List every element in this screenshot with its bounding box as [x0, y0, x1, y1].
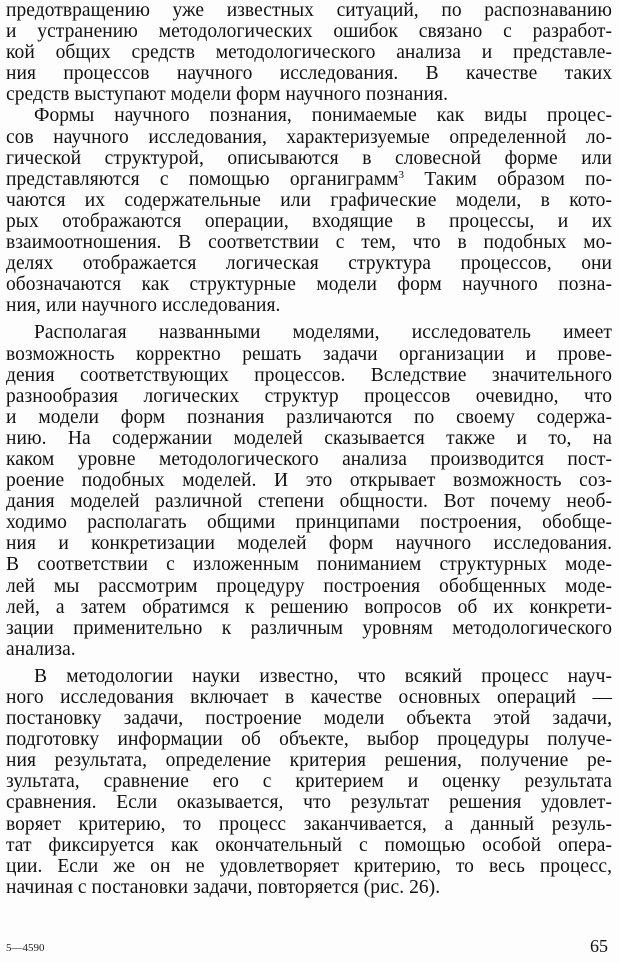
paragraph [6, 322, 612, 660]
text-line: В методологии науки известно, что всякий процесс науч- [34, 665, 612, 687]
text-line: делях отображается логическая структура процессов, они [6, 253, 612, 275]
paragraph [6, 0, 612, 105]
text-line: сравнения. Если оказывается, что результат решения удовлет- [6, 792, 612, 814]
text-line: Формы научного познания, понимаемые как виды процес- [34, 105, 612, 127]
paragraph [6, 105, 612, 316]
text-line: гической структурой, описываются в словесной форме или [6, 147, 612, 169]
text-line: чаются их содержательные или графические модели, в кото- [6, 189, 612, 211]
text-line: ного исследования включает в качестве основных операций — [6, 687, 612, 708]
text-line: предотвращению уже известных ситуаций, по распознаванию [6, 0, 612, 21]
text-line: тат фиксируется как окончательный с помощью особой опера- [6, 834, 612, 856]
text-segment: Таким образом по- [404, 168, 612, 190]
text-line: возможность корректно решать задачи организации и прове- [6, 343, 612, 365]
text-line: дания моделей различной степени общности. Вот почему необ- [6, 491, 612, 513]
text-line: начиная с постановки задачи, повторяется (рис. 26). [6, 876, 441, 898]
text-line: постановку задачи, построение модели объекта этой задачи, [6, 708, 612, 730]
printer-signature: 5—4590 [6, 942, 45, 954]
text-line: подготовку информации об объекте, выбор процедуры получе- [6, 729, 612, 751]
body-text [6, 0, 612, 898]
text-line: лей мы рассмотрим процедуру построения обобщенных моде- [6, 575, 612, 597]
text-line: зации применительно к различным уровням методологического [6, 617, 612, 639]
text-line: ния, или научного исследования. [6, 295, 281, 317]
page-number: 65 [590, 936, 608, 956]
text-line: и модели форм познания различаются по своему содержа- [6, 406, 612, 428]
text-line: разнообразия логических структур процессов очевидно, что [6, 385, 612, 407]
text-segment: представляются с помощью органиграмм [6, 168, 399, 190]
text-line: дения соответствующих процессов. Вследствие значительного [6, 364, 612, 386]
text-line: рых отображаются операции, входящие в процессы, и их [6, 210, 612, 232]
text-line: нию. На содержании моделей сказывается также и то, на [6, 427, 612, 449]
text-line: обозначаются как структурные модели форм научного позна- [6, 274, 612, 296]
footnote-marker: 3 [398, 168, 405, 181]
text-line: ния процессов научного исследования. В качестве таких [6, 63, 612, 85]
text-line-with-footnote [6, 169, 612, 190]
text-line: лей, а затем обратимся к решению вопросов об их конкрети- [6, 596, 612, 618]
text-line: кой общих средств методологического анализа и представле- [6, 42, 612, 64]
text-line: каком уровне методологического анализа производится пост- [6, 448, 612, 470]
text-line: Располагая названными моделями, исследователь имеет [34, 322, 612, 344]
text-line: и устранению методологических ошибок связано с разработ- [6, 21, 612, 43]
text-line: взаимоотношения. В соответствии с тем, что в подобных мо- [6, 232, 612, 254]
text-line: ния результата, определение критерия решения, получение ре- [6, 750, 612, 772]
paragraph [6, 666, 612, 898]
text-line: средств выступают модели форм научного познания. [6, 84, 449, 106]
text-line: анализа. [6, 638, 76, 660]
text-line: В соответствии с изложенным пониманием структурных моде- [6, 554, 612, 576]
text-line: ходимо располагать общими принципами построения, обобще- [6, 512, 612, 534]
text-line: воряет критерию, то процесс заканчивается, а данный резуль- [6, 813, 612, 835]
text-line: ния и конкретизации моделей форм научного исследования. [6, 533, 612, 555]
text-line: сов научного исследования, характеризуемые определенной ло- [6, 126, 612, 148]
page-footer [6, 936, 608, 956]
text-line: роение подобных моделей. И это открывает возможность соз- [6, 470, 612, 492]
text-line: зультата, сравнение его с критерием и оценку результата [6, 771, 612, 793]
text-line: ции. Если же он не удовлетворяет критерию, то весь процесс, [6, 855, 612, 877]
